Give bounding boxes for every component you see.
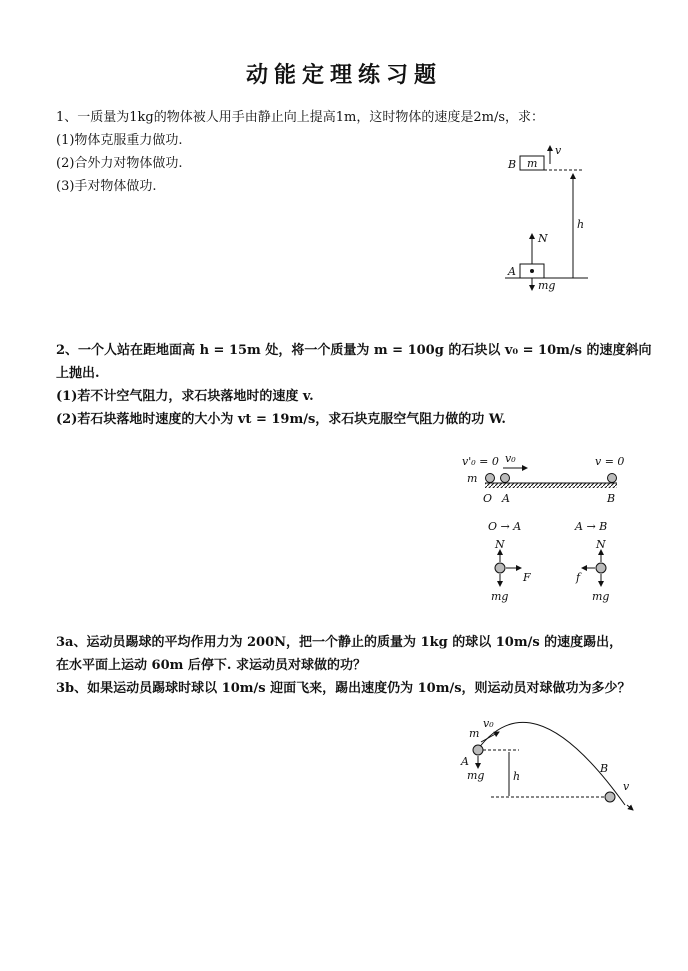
label-m: m [467, 472, 478, 485]
label-seg-oa: O → A [488, 520, 522, 533]
label-m: m [469, 727, 480, 740]
label-mg: mg [538, 279, 556, 292]
label-h: h [577, 218, 585, 231]
label-mg-1: mg [491, 590, 509, 603]
ground-hatch [485, 483, 617, 488]
label-f-small: f [576, 571, 581, 584]
ball-o [486, 474, 495, 483]
ball-free-body-2 [596, 563, 606, 573]
q2-part-1: (1)若不计空气阻力，求石块落地时的速度 v. [56, 389, 314, 404]
label-v0: v₀ [505, 452, 516, 465]
label-mg: mg [467, 769, 485, 782]
label-seg-ab: A → B [575, 520, 608, 533]
label-a: A [461, 755, 469, 768]
launch-arrow [481, 732, 499, 742]
label-a: A [502, 492, 510, 505]
ball-end [605, 792, 615, 802]
label-h: h [513, 770, 521, 783]
label-v: v [555, 144, 562, 157]
label-b: B [600, 762, 609, 775]
label-f-big: F [523, 571, 531, 584]
label-b: B [508, 158, 517, 171]
ball-b [608, 474, 617, 483]
label-v-end: v = 0 [595, 455, 625, 468]
label-mg-2: mg [592, 590, 610, 603]
label-a: A [508, 265, 516, 278]
q1-part-3: (3)手对物体做功. [56, 179, 157, 194]
q3a-line1: 3a、运动员踢球的平均作用力为 200N，把一个静止的质量为 1kg 的球以 10m/s 的速度踢出， [56, 635, 623, 650]
label-n: N [538, 232, 548, 245]
label-b: B [607, 492, 616, 505]
q3a-line2: 在水平面上运动 60m 后停下. 求运动员对球做的功？ [56, 658, 366, 673]
figure-lift-block [500, 140, 600, 295]
q3b-line: 3b、如果运动员踢球时球以 10m/s 迎面飞来，踢出速度仍为 10m/s，则运动员对球做功为多少？ [56, 681, 631, 696]
figure-ball-on-ground [455, 450, 635, 605]
q1-stem: 1、一质量为1kg的物体被人用手由静止向上提高1m，这时物体的速度是2m/s，求： [56, 110, 544, 125]
ball-free-body-1 [495, 563, 505, 573]
ball-start [473, 745, 483, 755]
q2-stem-line1: 2、一个人站在距地面高 h = 15m 处，将一个质量为 m = 100g 的石块以 v₀ = 10m/s 的速度斜向 [56, 343, 652, 358]
label-m-top: m [527, 157, 538, 170]
center-dot [530, 269, 534, 273]
q2-part-2: (2)若石块落地时速度的大小为 vt = 19m/s，求石块克服空气阻力做的功 W. [56, 412, 506, 427]
q2-stem-line2: 上抛出. [56, 366, 100, 381]
label-n-1: N [495, 538, 505, 551]
q1-part-1: (1)物体克服重力做功. [56, 133, 183, 148]
page-title: 动能定理练习题 [245, 62, 442, 88]
label-n-2: N [596, 538, 606, 551]
final-velocity-arrow [627, 805, 633, 810]
label-v0: v₀ [483, 717, 494, 730]
ball-a [501, 474, 510, 483]
label-v0prime: v'₀ = 0 [462, 455, 499, 468]
q1-part-2: (2)合外力对物体做功. [56, 156, 183, 171]
label-o: O [483, 492, 493, 505]
label-v: v [623, 780, 630, 793]
figure-projectile [455, 712, 635, 812]
